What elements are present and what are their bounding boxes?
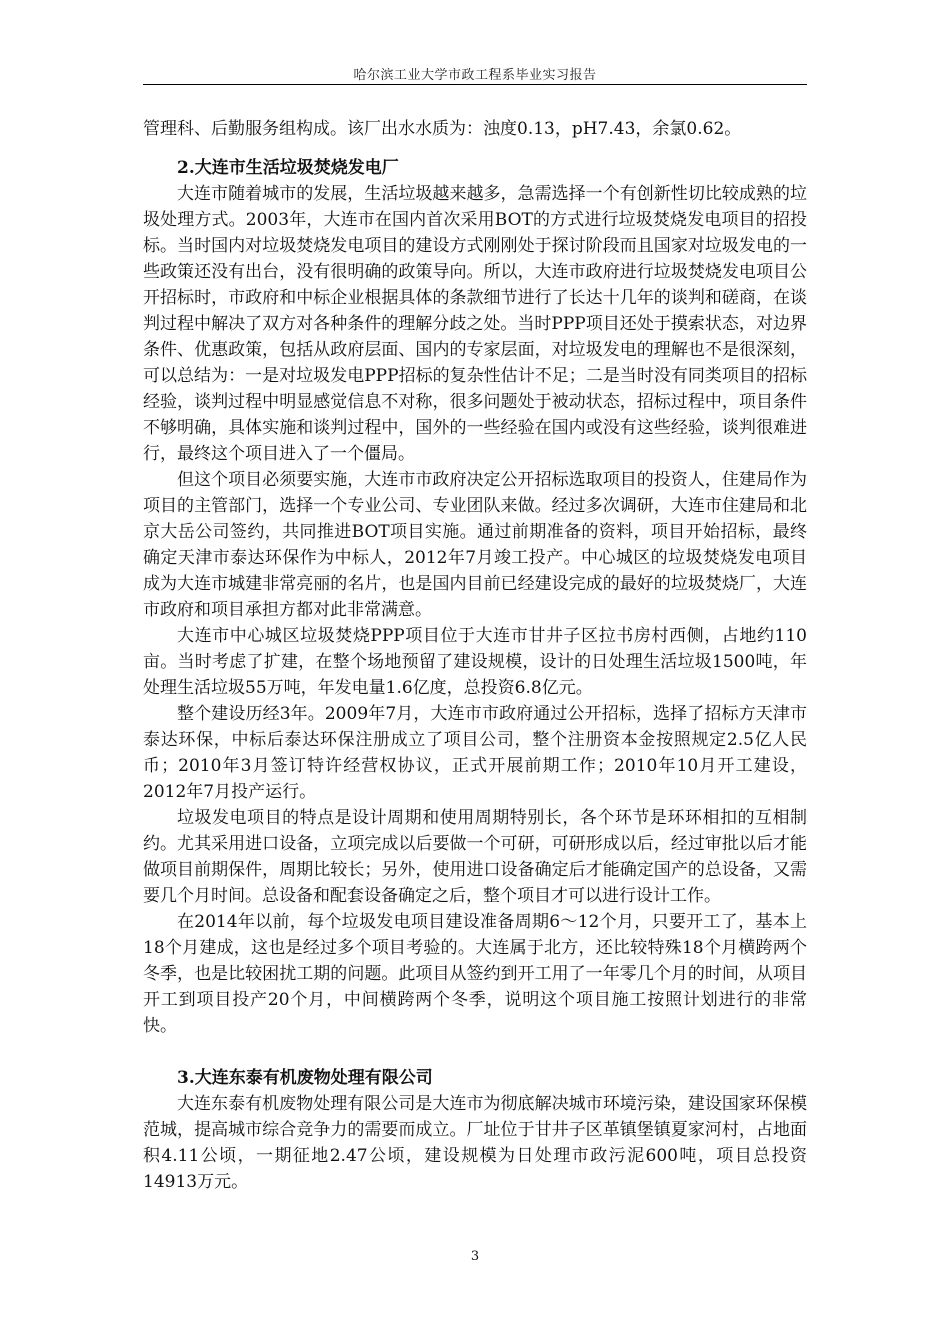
header-rule: [143, 84, 807, 85]
paragraph: 大连市随着城市的发展，生活垃圾越来越多，急需选择一个有创新性切比较成熟的垃圾处理方式。2003年，大连市在国内首次采用BOT的方式进行垃圾焚烧发电项目的招投标。当时国内对垃圾焚烧发电项目的建设方式刚刚处于探讨阶段而且国家对垃圾发电的一些政策还没有出台，没有很明确的政策导向。所以，大连市政府进行垃圾焚烧发电项目公开招标时，市政府和中标企业根据具体的条款细节进行了长达十几年的谈判和磋商，在谈判过程中解决了双方对各种条件的理解分歧之处。当时PPP项目还处于摸索状态，对边界条件、优惠政策，包括从政府层面、国内的专家层面，对垃圾发电的理解也不是很深刻，可以总结为：一是对垃圾发电PPP招标的复杂性估计不足；二是当时没有同类项目的招标经验，谈判过程中明显感觉信息不对称，很多问题处于被动状态，招标过程中，项目条件不够明确，具体实施和谈判过程中，国外的一些经验在国内或没有这些经验，谈判很难进行，最终这个项目进入了一个僵局。: [143, 184, 807, 464]
page-number: 3: [470, 1249, 480, 1264]
running-header: 哈尔滨工业大学市政工程系毕业实习报告: [353, 68, 597, 83]
intro-line: 管理科、后勤服务组构成。该厂出水水质为：浊度0.13，pH7.43，余氯0.62。: [143, 119, 742, 139]
section-heading-2: 2.大连市生活垃圾焚烧发电厂: [177, 158, 399, 178]
section-heading-3: 3.大连东泰有机废物处理有限公司: [177, 1068, 433, 1088]
paragraph: 在2014年以前，每个垃圾发电项目建设准备周期6～12个月，只要开工了，基本上18个月建成，这也是经过多个项目考验的。大连属于北方，还比较特殊18个月横跨两个冬季，也是比较困扰工期的问题。此项目从签约到开工用了一年零几个月的时间，从项目开工到项目投产20个月，中间横跨两个冬季，说明这个项目施工按照计划进行的非常快。: [143, 912, 807, 1036]
paragraph: 整个建设历经3年。2009年7月，大连市市政府通过公开招标，选择了招标方天津市泰达环保，中标后泰达环保注册成立了项目公司，整个注册资本金按照规定2.5亿人民币；2010年3月签订特许经营权协议，正式开展前期工作；2010年10月开工建设，2012年7月投产运行。: [143, 704, 807, 802]
paragraph: 垃圾发电项目的特点是设计周期和使用周期特别长，各个环节是环环相扣的互相制约。尤其采用进口设备，立项完成以后要做一个可研，可研形成以后，经过审批以后才能做项目前期保件，周期比较长；另外，使用进口设备确定后才能确定国产的总设备，又需要几个月时间。总设备和配套设备确定之后，整个项目才可以进行设计工作。: [143, 808, 807, 906]
report-body: [143, 116, 807, 1195]
paragraph: 大连市中心城区垃圾焚烧PPP项目位于大连市甘井子区拉书房村西侧，占地约110亩。当时考虑了扩建，在整个场地预留了建设规模，设计的日处理生活垃圾1500吨，年处理生活垃圾55万吨，年发电量1.6亿度，总投资6.8亿元。: [143, 626, 807, 698]
paragraph: 大连东泰有机废物处理有限公司是大连市为彻底解决城市环境污染，建设国家环保模范城，提高城市综合竞争力的需要而成立。厂址位于甘井子区革镇堡镇夏家河村，占地面积4.11公顷，一期征地2.47公顷，建设规模为日处理市政污泥600吨，项目总投资14913万元。: [143, 1094, 807, 1192]
paragraph: 但这个项目必须要实施，大连市市政府决定公开招标选取项目的投资人，住建局作为项目的主管部门，选择一个专业公司、专业团队来做。经过多次调研，大连市住建局和北京大岳公司签约，共同推进BOT项目实施。通过前期准备的资料，项目开始招标，最终确定天津市泰达环保作为中标人，2012年7月竣工投产。中心城区的垃圾焚烧发电项目成为大连市城建非常亮丽的名片，也是国内目前已经建设完成的最好的垃圾焚烧厂，大连市政府和项目承担方都对此非常满意。: [143, 470, 807, 620]
